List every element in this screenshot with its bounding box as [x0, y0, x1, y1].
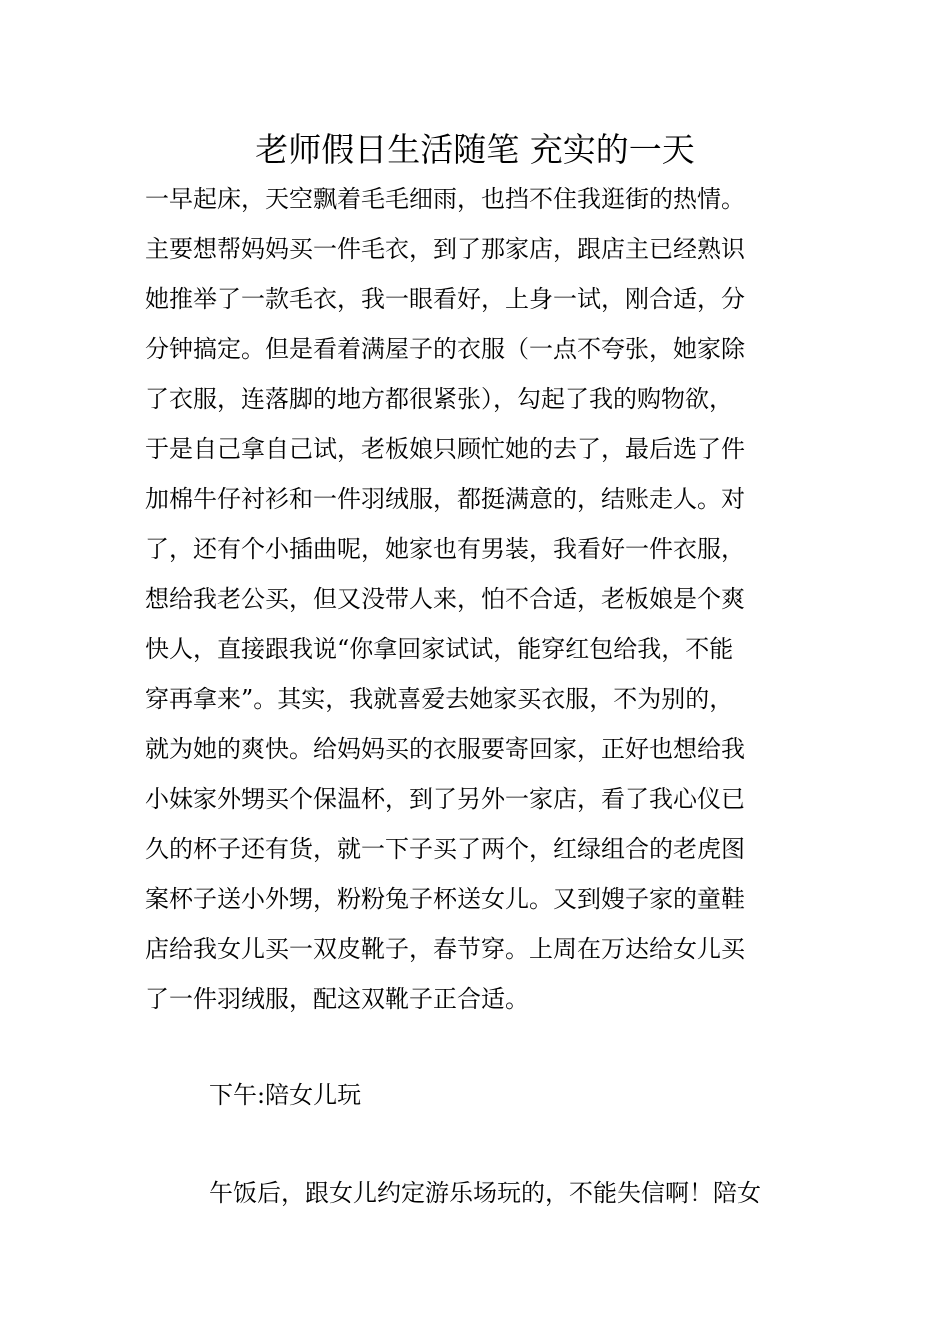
- paragraph-line: 想给我老公买，但又没带人来，怕不合适，老板娘是个爽: [145, 585, 745, 613]
- section-subheading: [209, 1070, 809, 1120]
- paragraph-line: 加棉牛仔衬衫和一件羽绒服，都挺满意的，结账走人。对: [145, 485, 745, 513]
- paragraph-line: 久的杯子还有货，就一下子买了两个，红绿组合的老虎图: [145, 835, 745, 863]
- subheading-text: 下午:陪女儿玩: [209, 1081, 362, 1109]
- paragraph-line: 小妹家外甥买个保温杯，到了另外一家店，看了我心仪已: [145, 785, 745, 813]
- paragraph-line: 分钟搞定。但是看着满屋子的衣服（一点不夸张，她家除: [145, 335, 745, 363]
- paragraph-line: 一早起床，天空飘着毛毛细雨，也挡不住我逛街的热情。: [145, 185, 745, 213]
- paragraph-line: 于是自己拿自己试，老板娘只顾忙她的去了，最后选了件: [145, 435, 745, 463]
- paragraph-line: 她推举了一款毛衣，我一眼看好，上身一试，刚合适，分: [145, 285, 745, 313]
- paragraph-line: 了，还有个小插曲呢，她家也有男装，我看好一件衣服，: [145, 535, 745, 563]
- paragraph-1: [145, 174, 810, 1024]
- document-title: 老师假日生活随笔 充实的一天: [255, 130, 695, 169]
- paragraph-line: 午饭后，跟女儿约定游乐场玩的，不能失信啊！陪女: [209, 1179, 761, 1207]
- paragraph-line: 主要想帮妈妈买一件毛衣，到了那家店，跟店主已经熟识: [145, 235, 745, 263]
- paragraph-line: 了一件羽绒服，配这双靴子正合适。: [145, 985, 529, 1013]
- paragraph-line: 穿再拿来”。其实，我就喜爱去她家买衣服，不为别的，: [145, 685, 734, 713]
- paragraph-line: 就为她的爽快。给妈妈买的衣服要寄回家，正好也想给我: [145, 735, 745, 763]
- paragraph-line: 了衣服，连落脚的地方都很紧张），勾起了我的购物欲，: [145, 385, 733, 413]
- paragraph-2: [209, 1168, 810, 1218]
- paragraph-line: 案杯子送小外甥，粉粉兔子杯送女儿。又到嫂子家的童鞋: [145, 885, 745, 913]
- paragraph-line: 店给我女儿买一双皮靴子，春节穿。上周在万达给女儿买: [145, 935, 745, 963]
- paragraph-line: 快人，直接跟我说“你拿回家试试，能穿红包给我，不能: [145, 635, 734, 663]
